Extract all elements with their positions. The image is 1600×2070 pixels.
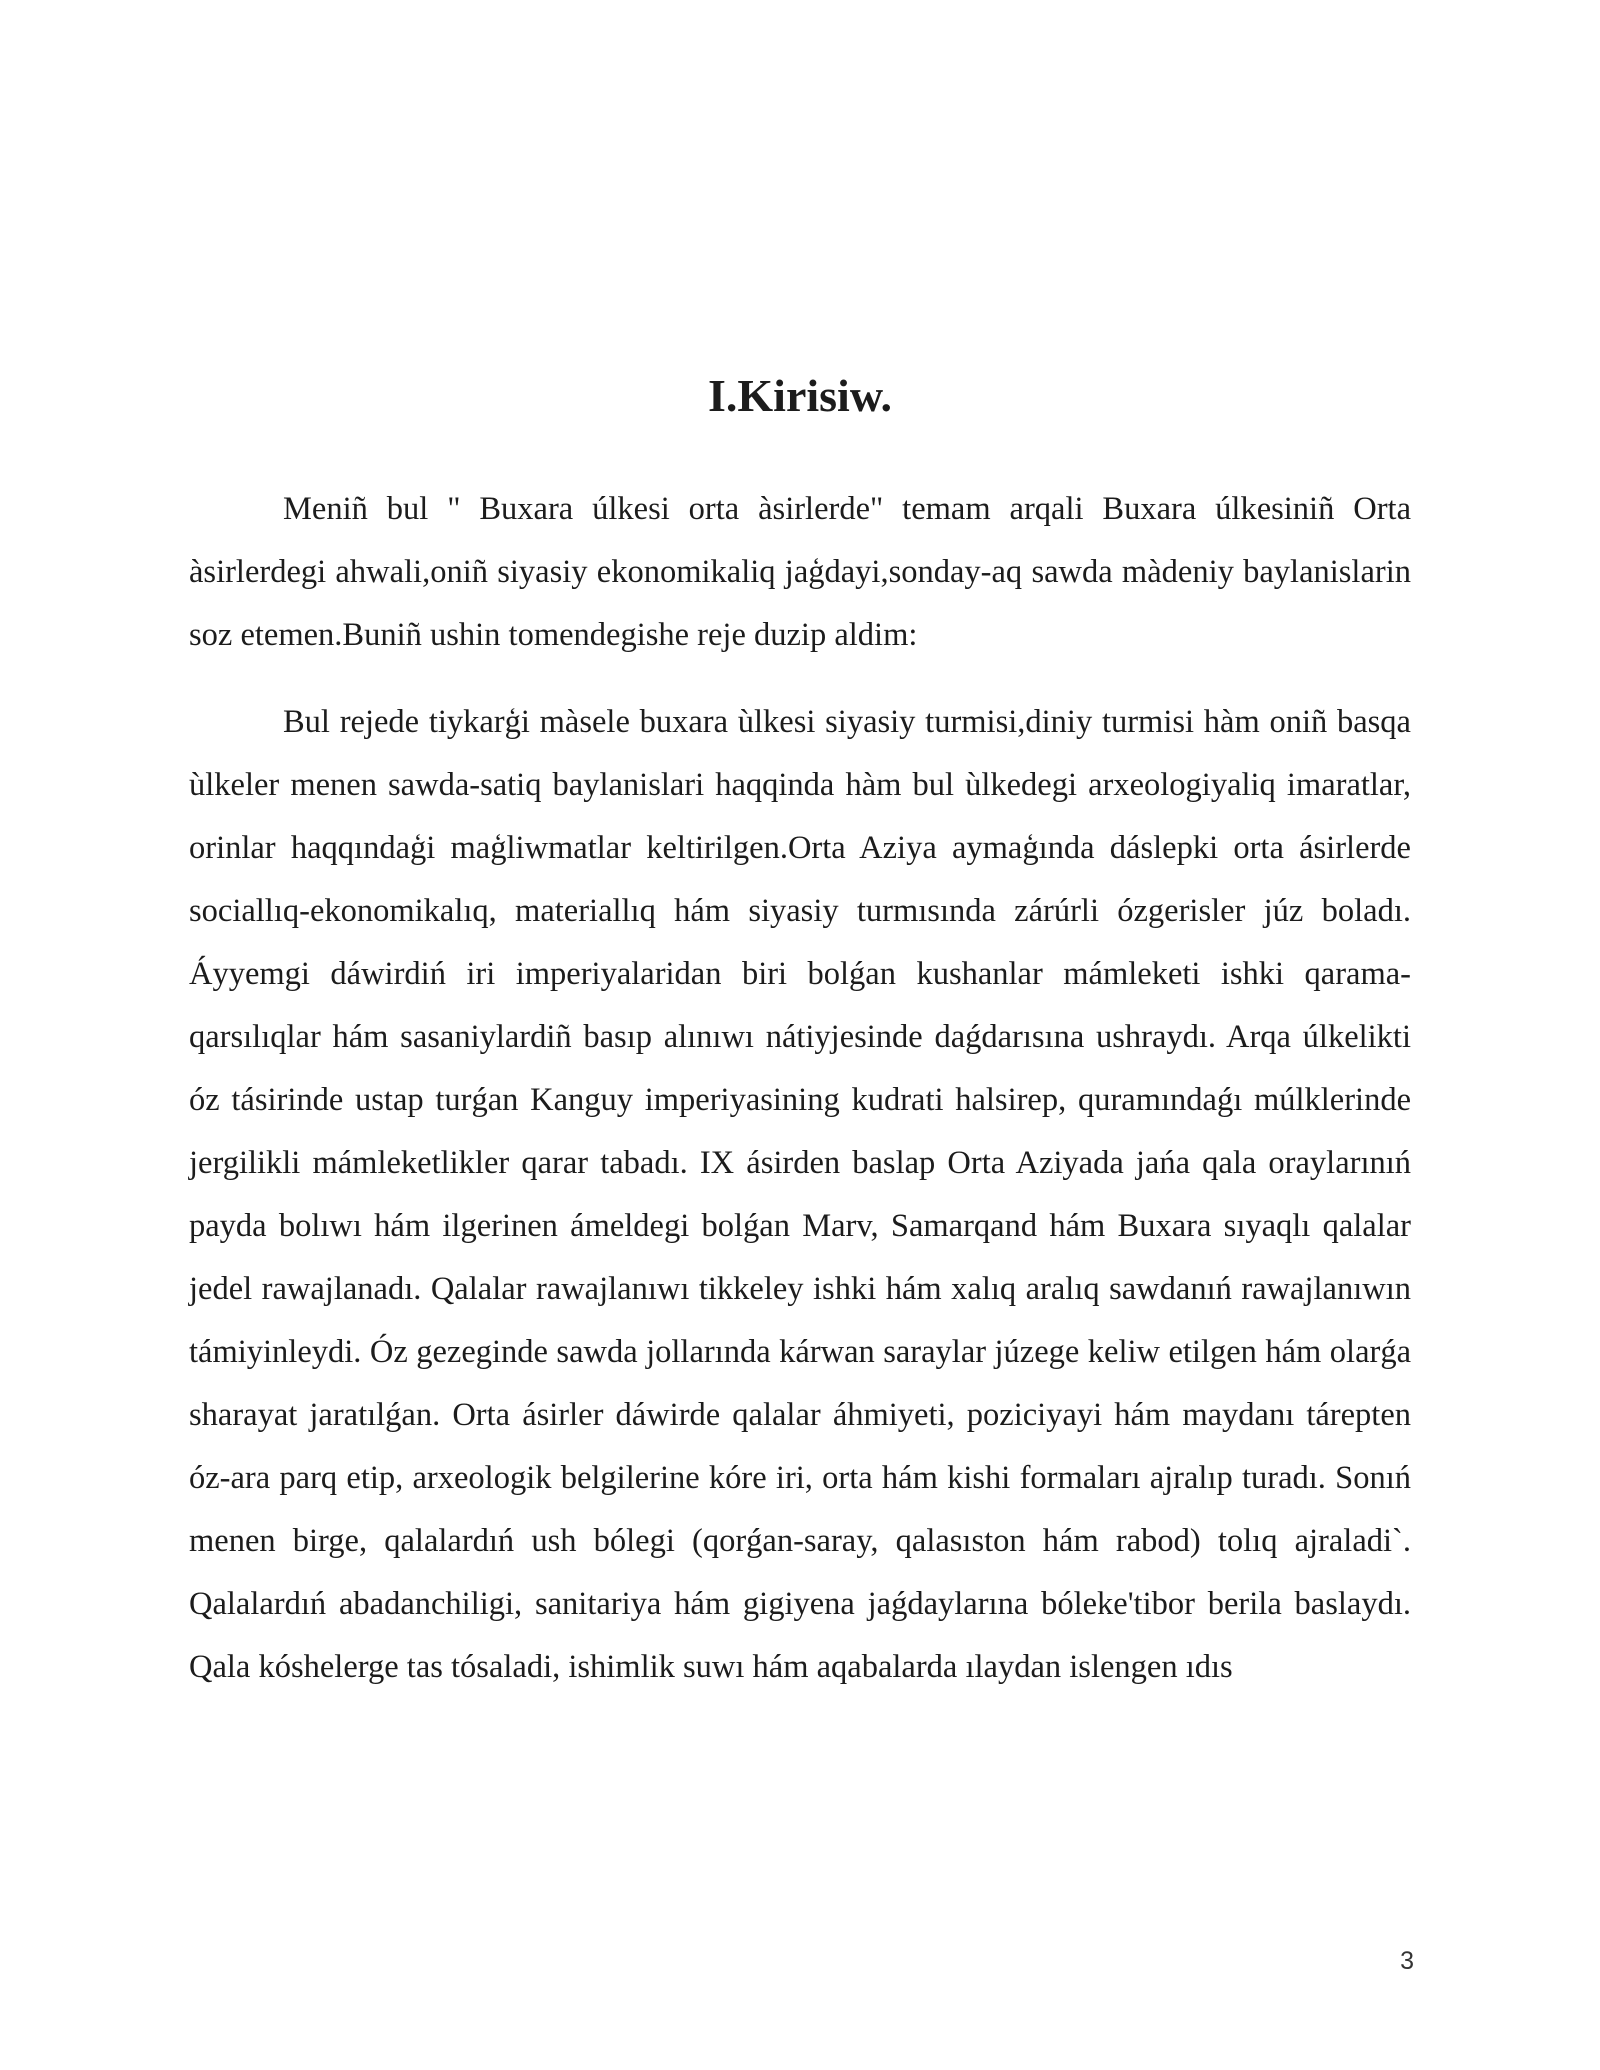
body-text <box>189 478 1411 1723</box>
page-title: I.Kirisiw. <box>707 370 893 421</box>
paragraph-main: Bul rejede tiykarģi màsele buxara ùlkesi siyasiy turmisi,diniy turmisi hàm oniñ basqa ùlkeler menen sawda-satiq baylanislari haqqinda hàm bul ùlkedegi arxeologiyaliq imaratlar, orinlar haqqındaģi maģliwmatlar keltirilgen.Orta Aziya aymaģında dáslepki orta ásirlerde sociallıq-ekonomikalıq, materiallıq hám siyasiy turmısında zárúrli ózgerisler júz boladı. Áyyemgi dáwirdiń iri imperiyalaridan biri bolǵan kushanlar mámleketi ishki qarama-qarsılıqlar hám sasaniylardiñ basıp alınıwı nátiyjesinde daǵdarısına ushraydı. Arqa úlkelikti óz tásirinde ustap turǵan Kanguy imperiyasining kudrati halsirep, quramındaǵı múlklerinde jergilikli mámleketlikler qarar tabadı. IX ásirden baslap Orta Aziyada jańa qala oraylarınıń payda bolıwı hám ilgerinen ámeldegi bolǵan Marv, Samarqand hám Buxara sıyaqlı qalalar jedel rawajlanadı. Qalalar rawajlanıwı tikkeley ishki hám xalıq aralıq sawdanıń rawajlanıwın támiyinleydi. Óz gezeginde sawda jollarında kárwan saraylar júzege keliw etilgen hám olarǵa sharayat jaratılǵan. Orta ásirler dáwirde qalalar áhmiyeti, poziciyayi hám maydanı tárepten óz-ara parq etip, arxeologik belgilerine kóre iri, orta hám kishi formaları ajralıp turadı. Sonıń menen birge, qalalardıń ush bólegi (qorǵan-saray, qalasıston hám rabod) tolıq ajraladi`. Qalalardıń abadanchiligi, sanitariya hám gigiyena jaǵdaylarına bóleke'tibor berila baslaydı. Qala kóshelerge tas tósaladi, ishimlik suwı hám aqabalarda ılaydan islengen ıdıs <box>189 704 1411 1685</box>
page-number: 3 <box>1400 1947 1414 1975</box>
paragraph-intro: Meniñ bul " Buxara úlkesi orta àsirlerde" temam arqali Buxara úlkesiniñ Orta àsirlerdegi ahwali,oniñ siyasiy ekonomikaliq jaģdayi,sonday-aq sawda màdeniy baylanislarin soz etemen.Buniñ ushin tomendegishe reje duzip aldim: <box>189 491 1411 653</box>
